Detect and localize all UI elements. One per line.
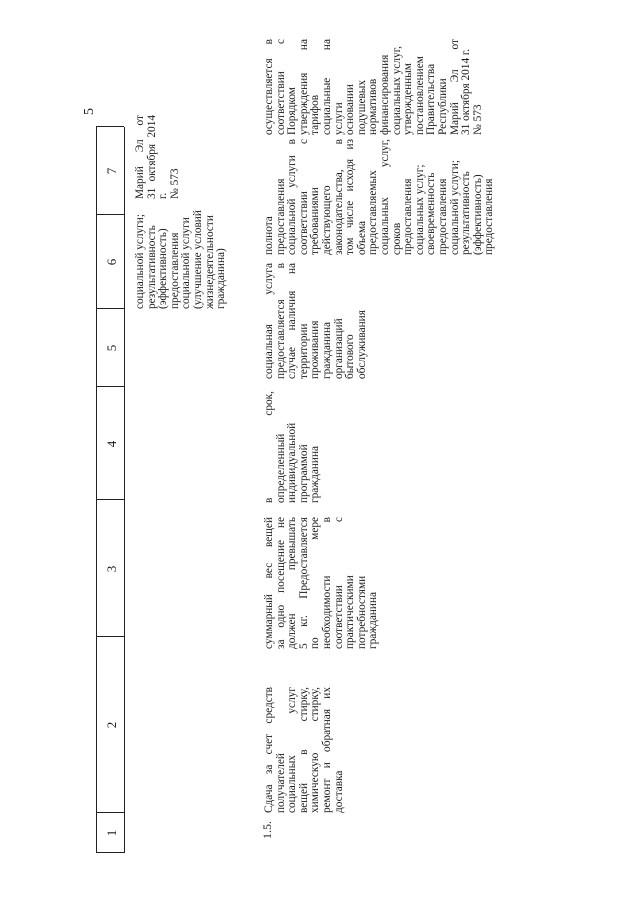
text-line: результативность [460,171,473,255]
text-line: гражданина [309,445,322,503]
text-line: Правительства [425,63,438,135]
text-line: осуществляется в [263,39,275,135]
text-line: социальная услуга [263,263,275,379]
column-rule-left [96,852,124,853]
text-line: объема [355,220,368,255]
text-line: услуги [332,102,345,135]
text-line: вещей в стирку, [297,687,310,813]
text-line: предоставления [168,232,181,309]
row-number: 1.5. [260,821,274,839]
row-1-5-volume [264,517,380,649]
column-number-3: 3 [104,565,119,573]
text-line: за одно посещение не [274,517,287,649]
text-line: (эффективность) [157,228,170,309]
text-line: гражданина [320,321,333,379]
text-line: предоставляемых [367,170,380,255]
column-number-5: 5 [104,344,119,352]
text-line: Порядком [286,87,299,135]
text-line: по мере [309,517,322,649]
text-line: территории [297,323,310,379]
text-line: социальной услуги в [286,139,299,255]
text-line: тарифов [309,94,322,135]
text-line: Марий Эл от [134,115,146,199]
row-1-5-conditions [264,263,368,379]
text-line: гражданина) [215,248,228,309]
text-line: сроков [390,222,403,255]
text-line: финансирования [378,54,391,135]
column-number-6: 6 [104,258,119,266]
text-line: бытового [344,334,357,379]
text-line: том числе исходя из [344,139,357,255]
text-line: гражданина [367,591,380,649]
text-line: жизнедеятельности [203,215,216,309]
text-line: соответствии с [274,39,287,135]
text-line: предоставления [483,178,496,255]
text-line: 5 кг. Предоставляется [297,517,310,649]
text-line: необходимости в [320,517,333,649]
column-rule-4-5 [96,386,124,387]
text-line: в срок, [263,391,275,503]
text-line: соответствии с [297,139,310,255]
row-1-5-term [264,391,322,503]
text-line: соответствии с [332,517,345,649]
text-line: должен превышать [286,517,299,649]
text-line: утвержденным [402,63,415,135]
page-number: 5 [82,108,97,115]
column-rule-3-4 [96,499,124,500]
text-line: проживания [309,320,322,379]
text-line: потребностями [355,575,368,649]
column-rule-5-6 [96,308,124,309]
text-line: своевременность [425,172,438,255]
text-line: ремонт и обратная их [320,687,333,813]
text-line: Республики [436,78,449,135]
text-line: обслуживания [355,310,368,379]
text-line: № 573 [471,104,484,135]
text-line: предоставления [274,178,287,255]
column-number-4: 4 [104,440,119,448]
text-line: случае наличия на [286,263,299,379]
text-line: действующего [320,185,333,255]
text-line: постановлением [413,56,426,135]
text-line: определенный [274,433,287,503]
text-line: социальных услуг, [378,139,391,255]
text-line: доставка [332,770,345,813]
text-line: 31 октября 2014 г. [460,48,473,135]
column-rule-6-7 [96,214,124,215]
text-line: программой [297,444,310,503]
table-top-rule [96,127,97,853]
row-1-5-quality-indicators [264,139,496,255]
continued-row-col7-text [135,115,181,199]
text-line: Сдача за счет средств [263,687,275,813]
text-line: социальных услуг [286,687,299,813]
text-line: законодательства, в [332,139,345,255]
text-line: социальной услуги [180,217,193,309]
text-line: социальных услуг, [390,46,403,135]
row-1-5-tariff [264,39,484,135]
text-line: социальных услуг; [413,164,426,255]
column-number-2: 2 [104,721,119,729]
text-line: подушевых [355,79,368,135]
text-line: предоставляется в [274,263,287,379]
column-number-1: 1 [104,829,119,837]
text-line: организаций [332,318,345,379]
text-line: предоставления [436,178,449,255]
column-rule-2-3 [96,636,124,637]
row-1-5-service-name [264,687,345,813]
text-line: (улучшение условий [191,210,204,309]
text-line: требованиями [309,187,322,255]
text-line: результативность [145,225,158,309]
text-line: предоставления [402,178,415,255]
text-line: получателей [274,753,287,813]
text-line: социальной услуги; [134,214,146,309]
column-rule-right [96,126,124,127]
text-line: утверждения на [297,39,310,135]
text-line: полнота [263,216,275,255]
text-line: основании [344,84,357,135]
text-line: социальные на [320,39,333,135]
text-line: 31 октября 2014 г. [145,115,170,199]
text-line: практическими [344,575,357,649]
continued-row-col6-text [135,205,228,309]
text-line: индивидуальной [286,422,299,503]
text-line: (эффективность) [471,174,484,255]
text-line: химическую стирку, [309,687,322,813]
text-line: № 573 [168,168,181,199]
text-line: суммарный вес вещей [263,517,275,649]
header-bottom-rule [124,127,125,853]
column-rule-1-2 [96,812,124,813]
text-line: Марий Эл от [448,39,461,135]
column-number-7: 7 [104,167,119,175]
text-line: нормативов [367,78,380,135]
text-line: социальной услуги; [448,160,461,255]
